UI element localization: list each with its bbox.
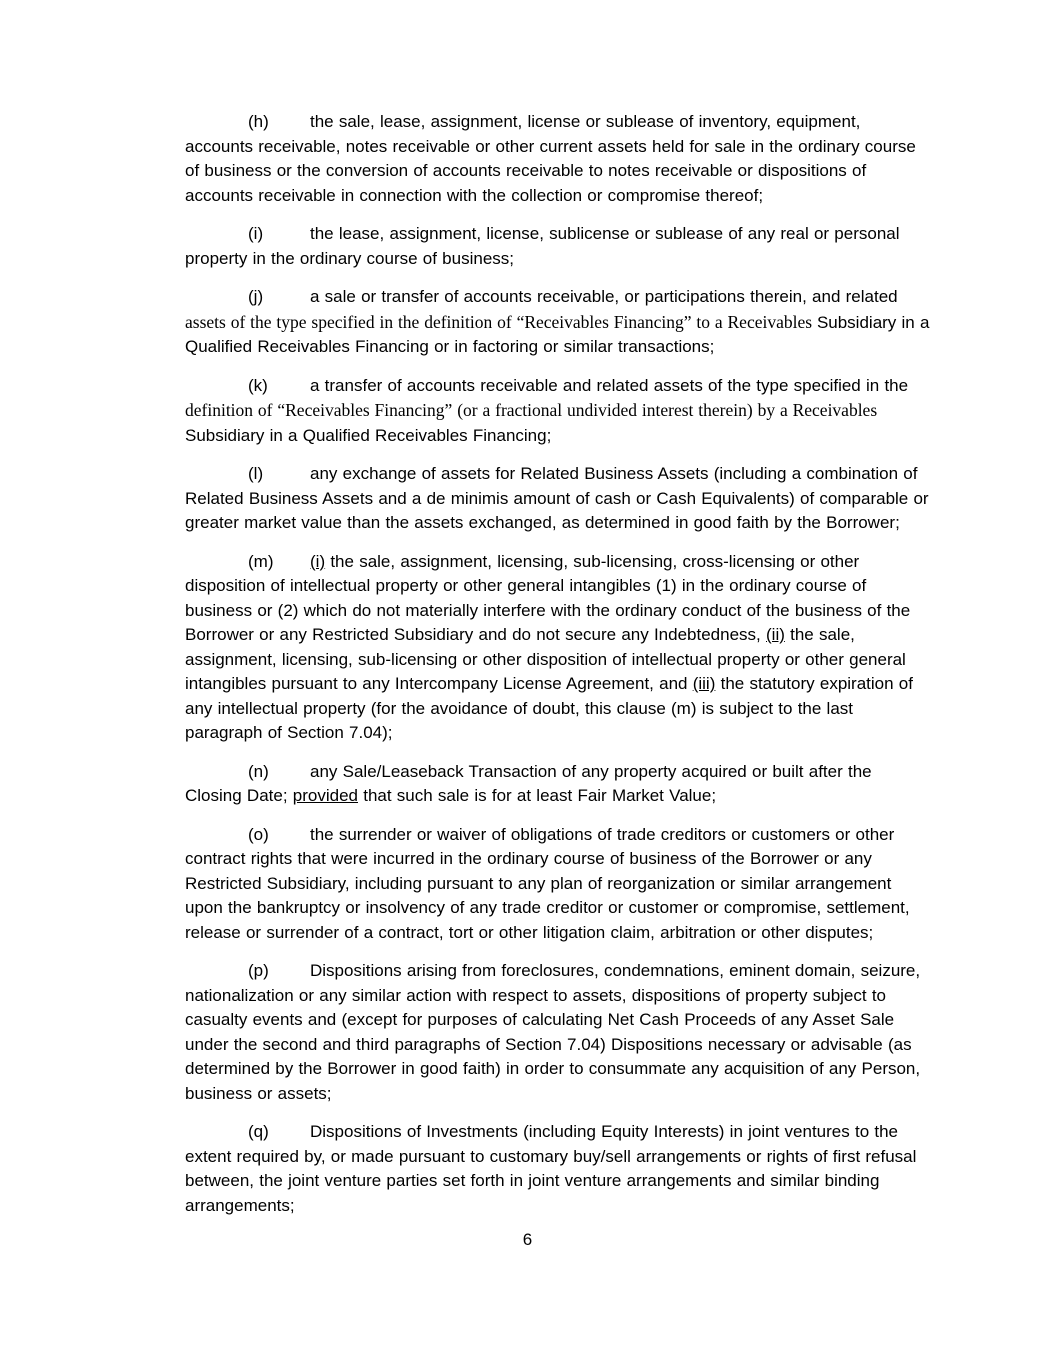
paragraph-label: (o) xyxy=(248,824,269,844)
text-segment: the surrender or waiver of obligations of trade creditors or customers or other contract rights that were incurred in the ordinary course of business of the Borrower or any Restricted Subsidiary, including pursuant to any plan of reorganization or similar arrangement upon the bankruptcy or insolvency of any trade creditor or customer or compromise, settlement, release or surrender of a contract, tort or other litigation claim, arbitration or other disputes; xyxy=(185,824,910,942)
paragraph-label: (n) xyxy=(248,761,269,781)
document-paragraph xyxy=(185,222,933,271)
text-segment: (ii) xyxy=(766,625,785,644)
text-segment: Dispositions of Investments (including Equity Interests) in joint ventures to the extent required by, or made pursuant to customary buy/sell arrangements or rights of first refusal between, the joint venture parties set forth in joint venture arrangements and similar binding arrangements; xyxy=(185,1122,917,1215)
paragraph-label: (p) xyxy=(248,961,269,980)
document-paragraph xyxy=(185,1120,933,1218)
text-segment: Subsidiary in a Qualified Receivables Financing or in factoring or similar transactions; xyxy=(185,312,930,356)
paragraph-label: (l) xyxy=(248,464,264,483)
document-paragraph xyxy=(185,285,933,360)
document-paragraph xyxy=(185,959,933,1106)
text-segment: that such sale is for at least Fair Market Value; xyxy=(358,786,717,805)
document-paragraph xyxy=(185,760,933,809)
document-paragraph xyxy=(185,550,933,746)
text-segment: definition of “Receivables Financing” (or a fractional undivided interest therein) by a Receivables xyxy=(185,400,878,420)
paragraph-label: (i) xyxy=(248,224,264,243)
text-segment: the sale, assignment, licensing, sub-licensing, cross-licensing or other disposition of intellectual property or other general intangibles (1) in the ordinary course of business or (2) which do not materially interfere with the ordinary conduct of the business of the Borrower or any Restricted Subsidiary and do not secure any Indebtedness, xyxy=(185,551,911,644)
paragraph-label: (k) xyxy=(248,375,268,395)
text-segment: any exchange of assets for Related Business Assets (including a combination of Related Business Assets and a de minimis amount of cash or Cash Equivalents) of comparable or greater market value than the assets exchanged, as determined in good faith by the Borrower; xyxy=(185,464,929,532)
document-paragraph xyxy=(185,374,933,449)
paragraph-label: (j) xyxy=(248,287,264,306)
document-paragraph xyxy=(185,110,933,208)
text-segment: the sale, assignment, licensing, sub-licensing or other disposition of intellectual property or other general intangibles pursuant to any Intercompany License Agreement, and xyxy=(185,625,906,693)
document-body xyxy=(185,110,933,1232)
text-segment: (i) xyxy=(310,551,326,571)
text-segment: Subsidiary in a Qualified Receivables Financing; xyxy=(185,425,552,445)
text-segment: a sale or transfer of accounts receivable, or participations therein, and related xyxy=(310,287,898,306)
text-segment: the lease, assignment, license, sublicense or sublease of any real or personal property in the ordinary course of business; xyxy=(185,224,900,268)
text-segment: a transfer of accounts receivable and related assets of the type specified in the xyxy=(310,375,909,395)
page-number: 6 xyxy=(522,1230,533,1249)
text-segment: Dispositions arising from foreclosures, condemnations, eminent domain, seizure, nationalization or any similar action with respect to assets, dispositions of property subject to casualty events and (except for purposes of calculating Net Cash Proceeds of any Asset Sale under the second and third paragraphs of Section 7.04) Dispositions necessary or advisable (as determined by the Borrower in good faith) in order to consummate any acquisition of any Person, business or assets; xyxy=(185,961,921,1103)
document-paragraph xyxy=(185,462,933,536)
text-segment: (iii) xyxy=(692,674,716,693)
text-segment: assets of the type specified in the definition of “Receivables Financing” to a Receivables xyxy=(185,311,817,332)
text-segment: any Sale/Leaseback Transaction of any property acquired or built after the Closing Date; xyxy=(185,761,872,805)
text-segment: provided xyxy=(292,786,358,805)
paragraph-label: (m) xyxy=(248,551,274,571)
paragraph-label: (q) xyxy=(248,1122,269,1141)
document-paragraph xyxy=(185,823,933,946)
text-segment: the sale, lease, assignment, license or sublease of inventory, equipment, accounts receivable, notes receivable or other current assets held for sale in the ordinary course of business or the conversion of accounts receivable to notes receivable or dispositions of accounts receivable in connection with the collection or compromise thereof; xyxy=(185,112,916,205)
paragraph-label: (h) xyxy=(248,112,269,131)
text-segment: the statutory expiration of any intellectual property (for the avoidance of doubt, this clause (m) is subject to the last paragraph of Section 7.04); xyxy=(185,674,913,742)
